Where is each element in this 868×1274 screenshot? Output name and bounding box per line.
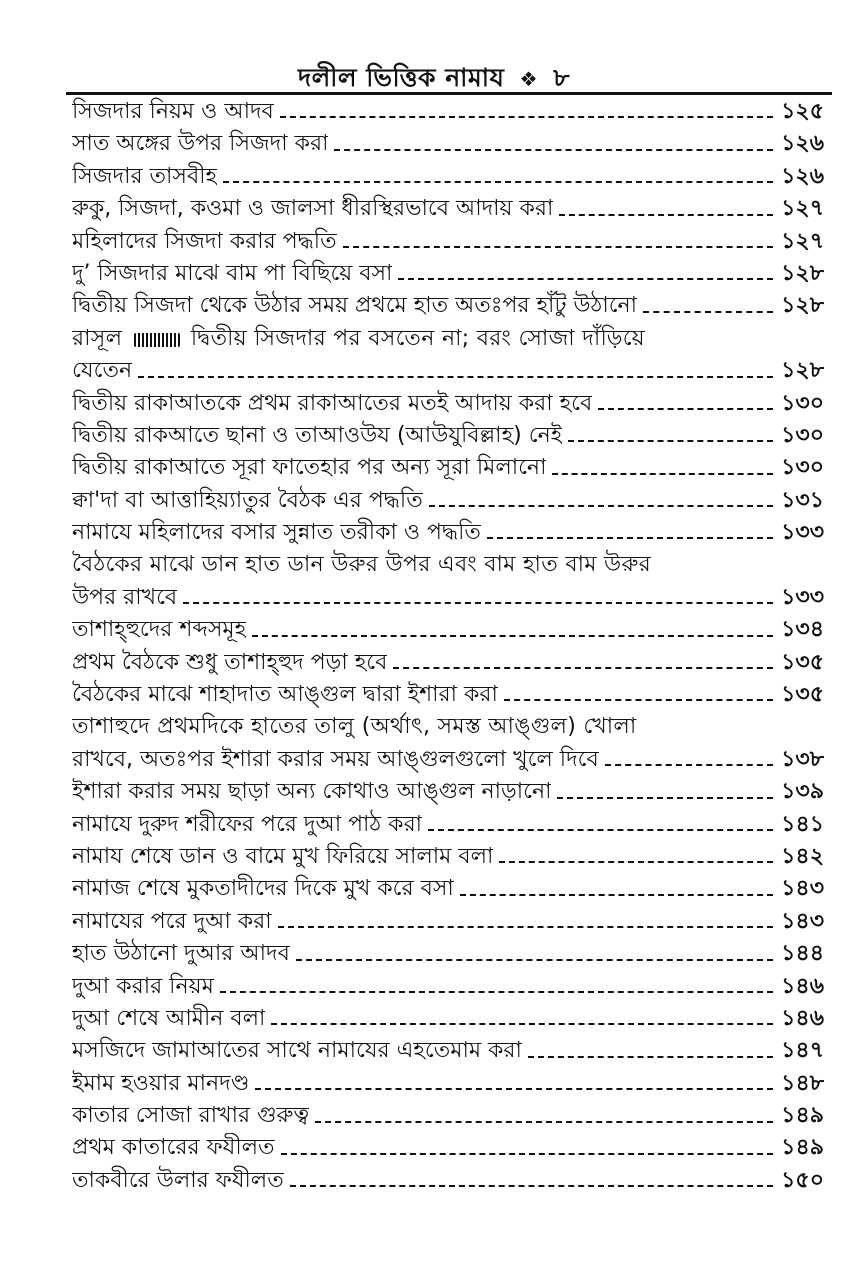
dot-leader <box>280 116 773 118</box>
toc-entry-title: দু’ সিজদার মাঝে বাম পা বিছিয়ে বসা <box>72 260 393 286</box>
toc-entry-title: ইমাম হওয়ার মানদণ্ড <box>72 1070 250 1096</box>
dot-leader <box>398 278 773 280</box>
toc-entry <box>72 1003 824 1035</box>
dot-leader <box>281 1153 774 1155</box>
toc-entry-title: দ্বিতীয় রাকাআতকে প্রথম রাকাআতের মতই আদায় করা হবে <box>72 390 593 416</box>
toc-entry-page: ১৩১ <box>781 487 824 513</box>
ornament-separator: ❖ <box>519 67 539 91</box>
toc-entry-title: মহিলাদের সিজদা করার পদ্ধতি <box>72 228 337 254</box>
toc-entry-page: ১২৮ <box>781 260 824 286</box>
toc-entry <box>72 1100 824 1132</box>
toc-entry <box>72 388 824 420</box>
dot-leader <box>343 246 773 248</box>
toc-entry-title: ক্বা'দা বা আত্তাহিয়্যাতুর বৈঠক এর পদ্ধতি <box>72 487 423 513</box>
dot-leader <box>552 473 773 475</box>
dot-leader <box>605 764 773 766</box>
toc-entry <box>72 290 824 322</box>
toc-entry-page: ১৩৮ <box>781 746 824 772</box>
toc-entry-title: দ্বিতীয় রাকআতে ছানা ও তাআওউয (আউযুবিল্লাহ) নেই <box>72 422 563 448</box>
toc-entry-title: নামাযে দুরুদ শরীফের পরে দুআ পাঠ করা <box>72 811 423 837</box>
toc-entry-page: ১৩৪ <box>781 617 824 643</box>
toc-entry-title: দুআ শেষে আমীন বলা <box>72 1005 266 1031</box>
dot-leader <box>315 1121 773 1123</box>
toc-entry-page: ১৪৯ <box>781 1103 824 1129</box>
toc-entry-title: নামাযের পরে দুআ করা <box>72 908 272 934</box>
dot-leader <box>429 505 773 507</box>
toc-entry <box>72 485 824 517</box>
toc-entry <box>72 226 824 258</box>
header-page-number: ৮ <box>553 63 571 92</box>
toc-entry-title: নামাযে মহিলাদের বসার সুন্নাত তরীকা ও পদ্ধতি <box>72 520 481 546</box>
toc-entry-title: নামাজ শেষে মুকতাদীদের দিকে মুখ করে বসা <box>72 876 454 902</box>
toc-entry-page: ১৪৯ <box>781 1135 824 1161</box>
toc-entry <box>72 128 824 160</box>
toc-entry <box>72 1133 824 1165</box>
toc-entry-multiline <box>72 323 824 388</box>
toc-entry-title: দুআ করার নিয়ম <box>72 973 214 999</box>
toc-entry <box>72 1068 824 1100</box>
toc-entry-title: নামায শেষে ডান ও বামে মুখ ফিরিয়ে সালাম বলা <box>72 843 494 869</box>
toc-entry-first-line <box>72 323 824 355</box>
toc-entry <box>72 1165 824 1197</box>
dot-leader <box>559 214 773 216</box>
toc-entry <box>72 193 824 225</box>
toc-entry-page: ১৪১ <box>781 811 824 837</box>
toc-entry-page: ১৫০ <box>781 1167 824 1193</box>
header-rule <box>66 92 832 95</box>
toc-entry <box>72 906 824 938</box>
dot-leader <box>460 894 773 896</box>
toc-entry-page: ১৩০ <box>781 422 824 448</box>
toc-entry-title: ইশারা করার সময় ছাড়া অন্য কোথাও আঙ্গুল নাড়ানো <box>72 779 552 805</box>
toc-entry-page: ১৪২ <box>781 843 824 869</box>
toc-entry <box>72 452 824 484</box>
toc-entry <box>72 614 824 646</box>
dot-leader <box>252 635 773 637</box>
dot-leader <box>643 311 773 313</box>
toc-entry-title: হাত উঠানো দুআর আদব <box>72 941 290 967</box>
toc-entry-title: দ্বিতীয় রাকাআতে সূরা ফাতেহার পর অন্য সূরা মিলানো <box>72 455 547 481</box>
dot-leader <box>568 440 773 442</box>
dot-leader <box>504 699 773 701</box>
toc-entry-text: দ্বিতীয় সিজদার পর বসতেন না; বরং সোজা দাঁড়িয়ে <box>190 325 645 351</box>
dot-leader <box>271 1023 773 1025</box>
toc-entry-page: ১২৮ <box>781 358 824 384</box>
toc-entry <box>72 971 824 1003</box>
dot-leader <box>220 991 773 993</box>
toc-entry-text: রাসূল <box>72 325 123 351</box>
toc-entry-title: যেতেন <box>72 358 133 384</box>
toc-entry-title: সিজদার তাসবীহ <box>72 163 218 189</box>
toc-entry-page: ১২৬ <box>781 131 824 157</box>
dot-leader <box>278 926 773 928</box>
dot-leader <box>393 667 773 669</box>
toc-entry <box>72 96 824 128</box>
toc-entry-page: ১৪৩ <box>781 908 824 934</box>
dot-leader <box>528 1056 773 1058</box>
toc-entry-title: সাত অঙ্গের উপর সিজদা করা <box>72 131 329 157</box>
dot-leader <box>183 602 773 604</box>
toc-entry-title: বৈঠকের মাঝে শাহাদাত আঙ্গুল দ্বারা ইশারা করা <box>72 682 498 708</box>
toc-entry-page: ১৪৬ <box>781 1005 824 1031</box>
toc-entry-page: ১২৭ <box>781 228 824 254</box>
toc-entry-title: রাখবে, অতঃপর ইশারা করার সময় আঙ্গুলগুলো খুলে দিবে <box>72 746 599 772</box>
dot-leader <box>598 408 773 410</box>
toc-entry <box>72 647 824 679</box>
toc-entry-page: ১২৮ <box>781 293 824 319</box>
toc-entry-page: ১৩৯ <box>781 779 824 805</box>
toc-entry <box>72 679 824 711</box>
toc-entry-title: প্রথম কাতারের ফযীলত <box>72 1135 275 1161</box>
toc-entry-page: ১৪৬ <box>781 973 824 999</box>
toc-entry-title: রুকু, সিজদা, কওমা ও জালসা ধীরস্থিরভাবে আদায় করা <box>72 196 554 222</box>
toc-entry-multiline <box>72 549 824 614</box>
toc-entry <box>72 1035 824 1067</box>
toc-entry-title: প্রথম বৈঠকে শুধু তাশাহ্হুদ পড়া হবে <box>72 649 388 675</box>
toc-entry <box>72 873 824 905</box>
toc-entry-page: ১২৬ <box>781 163 824 189</box>
dot-leader <box>487 537 773 539</box>
toc-entry-page: ১৩৩ <box>781 584 824 610</box>
dot-leader <box>138 376 773 378</box>
toc-entry-page: ১৩৩ <box>781 520 824 546</box>
toc-entry-title: তাকবীরে উলার ফযীলত <box>72 1167 284 1193</box>
toc-entry-page: ১৪৮ <box>781 1070 824 1096</box>
table-of-contents <box>72 96 824 1197</box>
toc-entry-title: তাশাহ্হুদের শব্দসমূহ <box>72 617 247 643</box>
toc-entry-first-line: তাশাহুদে প্রথমদিকে হাতের তালু (অর্থাৎ, সমস্ত আঙ্গুল) খোলা <box>72 714 637 740</box>
dot-leader <box>290 1185 773 1187</box>
dot-leader <box>428 829 773 831</box>
toc-entry-page: ১৩০ <box>781 390 824 416</box>
dot-leader <box>499 861 773 863</box>
toc-entry-page: ১৪৩ <box>781 876 824 902</box>
toc-entry-title: দ্বিতীয় সিজদা থেকে উঠার সময় প্রথমে হাত অতঃপর হাঁটু উঠানো <box>72 293 638 319</box>
dot-leader <box>557 797 773 799</box>
toc-entry-page: ১২৭ <box>781 196 824 222</box>
toc-entry <box>72 938 824 970</box>
dot-leader <box>334 149 773 151</box>
toc-entry-first-line: বৈঠকের মাঝে ডান হাত ডান উরুর উপর এবং বাম হাত বাম উরুর <box>72 552 652 578</box>
dot-leader <box>296 959 773 961</box>
toc-entry <box>72 420 824 452</box>
toc-entry-page: ১৩০ <box>781 455 824 481</box>
toc-entry-title: সিজদার নিয়ম ও আদব <box>72 98 274 124</box>
toc-entry-title: মসজিদে জামাআতের সাথে নামাযের এহতেমাম করা <box>72 1038 522 1064</box>
toc-entry <box>72 776 824 808</box>
toc-entry-title: উপর রাখবে <box>72 584 178 610</box>
toc-entry-page: ১২৫ <box>781 98 824 124</box>
toc-entry-title: কাতার সোজা রাখার গুরুত্ব <box>72 1103 310 1129</box>
dot-leader <box>255 1088 773 1090</box>
toc-entry <box>72 809 824 841</box>
toc-entry-multiline <box>72 711 824 776</box>
salutation-calligraphy-icon <box>134 333 180 347</box>
toc-entry <box>72 517 824 549</box>
toc-entry-page: ১৩৫ <box>781 649 824 675</box>
toc-entry-page: ১৪৭ <box>781 1038 824 1064</box>
toc-entry <box>72 161 824 193</box>
toc-entry <box>72 258 824 290</box>
dot-leader <box>223 181 773 183</box>
toc-entry <box>72 841 824 873</box>
toc-entry-page: ১৪৪ <box>781 941 824 967</box>
toc-entry-page: ১৩৫ <box>781 682 824 708</box>
book-title: দলীল ভিত্তিক নামায <box>297 63 505 92</box>
